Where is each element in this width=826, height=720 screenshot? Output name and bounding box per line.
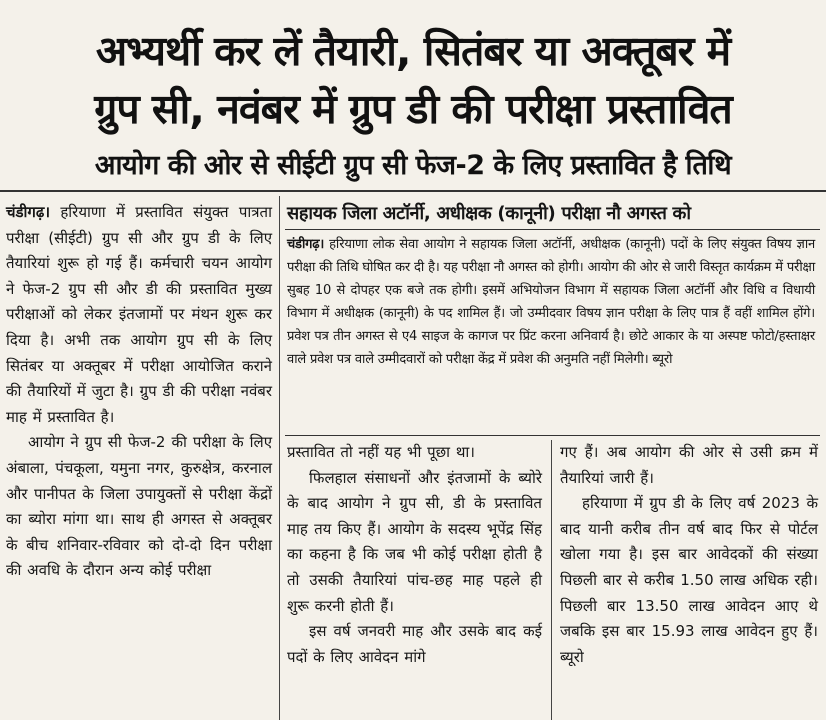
left-column-para-1 [6, 200, 272, 430]
box-body [287, 233, 815, 371]
box-dateline: चंडीगढ़। [287, 237, 325, 252]
left-column-para-2: आयोग ने ग्रुप सी फेज-2 की परीक्षा के लिए अंबाला, पंचकूला, यमुना नगर, कुरुक्षेत्र, करनाल और पानीपत के जिला उपायुक्तों से परीक्षा केंद्रों का ब्योरा मांगा था। साथ ही अगस्त से अक्तूबर के बीच शनिवार-रविवार को दो-दो दिन परीक्षा की अवधि के दौरान अन्य कोई परीक्षा [6, 433, 272, 580]
box-title-rule [285, 229, 820, 230]
headline-line-1: अभ्यर्थी कर लें तैयारी, सितंबर या अक्तूबर में [95, 27, 731, 75]
middle-column-para-3: इस वर्ष जनवरी माह और उसके बाद कई पदों के लिए आवेदन मांगे [287, 622, 542, 666]
column-divider-left [279, 196, 280, 720]
box-bottom-rule [285, 435, 820, 436]
dateline: चंडीगढ़। [6, 203, 51, 221]
headline-line-2: ग्रुप सी, नवंबर में ग्रुप डी की परीक्षा प्रस्तावित [94, 85, 732, 133]
box-body-text: हरियाणा लोक सेवा आयोग ने सहायक जिला अटॉर्नी, अधीक्षक (कानूनी) पदों के लिए संयुक्त विषय ज्ञान परीक्षा की तिथि घोषित कर दी है। यह परीक्षा नौ अगस्त को होगी। आयोग की ओर से जारी विस्तृत कार्यक्रम में परीक्षा सुबह 10 से दोपहर एक बजे तक होगी। इसमें अभियोजन विभाग में सहायक जिला अटॉर्नी और विधि व विधायी विभाग में अधीक्षक (कानूनी) के पद शामिल हैं। जो उम्मीदवार विषय ज्ञान परीक्षा के लिए पात्र हैं वहीं शामिल होंगे। प्रवेश पत्र तीन अगस्त से ए4 साइज के कागज पर प्रिंट करना अनिवार्य है। छोटे आकार के या अस्पष्ट फोटो/हस्ताक्षर वाले प्रवेश पत्र वाले उम्मीदवारों को परीक्षा केंद्र में प्रवेश की अनुमति नहीं मिलेगी। ब्यूरो [287, 237, 816, 367]
box-title: सहायक जिला अटॉर्नी, अधीक्षक (कानूनी) परीक्षा नौ अगस्त को [287, 203, 691, 224]
left-column [6, 200, 272, 584]
right-column-para-1: गए हैं। अब आयोग की ओर से उसी क्रम में तैयारियां जारी हैं। [560, 443, 818, 487]
subheadline: आयोग की ओर से सीईटी ग्रुप सी फेज-2 के लिए प्रस्तावित है तिथि [94, 150, 732, 181]
middle-column-para-1: प्रस्तावित तो नहीं यह भी पूछा था। [287, 443, 475, 461]
middle-column-para-2: फिलहाल संसाधनों और इंतजामों के ब्योरे के बाद आयोग ने ग्रुप सी, डी के प्रस्तावित माह तय किए हैं। आयोग के सदस्य भूपेंद्र सिंह का कहना है कि जब भी कोई परीक्षा होती है तो उसकी तैयारियां पांच-छह माह पहले ही शुरू करनी होती हैं। [287, 468, 542, 615]
column-divider-right [551, 440, 552, 720]
middle-column [287, 440, 542, 670]
right-column [560, 440, 818, 670]
subheadline-rule [0, 190, 826, 192]
right-column-para-2: हरियाणा में ग्रुप डी के लिए वर्ष 2023 के बाद यानी करीब तीन वर्ष बाद फिर से पोर्टल खोला गया है। इस बार आवेदकों की संख्या पिछली बार से करीब 1.50 लाख अधिक रही। पिछली बार 13.50 लाख आवेदन आए थे जबकि इस बार 15.93 लाख आवेदन हुए हैं। ब्यूरो [560, 494, 818, 666]
left-column-para-1-text: हरियाणा में प्रस्तावित संयुक्त पात्रता परीक्षा (सीईटी) ग्रुप सी और ग्रुप डी के लिए तैयारियां शुरू हो गई हैं। कर्मचारी चयन आयोग ने फेज-2 ग्रुप सी और डी की प्रस्तावित मुख्य परीक्षाओं को लेकर इंतजामों पर मंथन शुरू कर दिया है। अभी तक आयोग ग्रुप सी के लिए सितंबर या अक्तूबर में परीक्षा आयोजित कराने की तैयारियों में जुटा है। ग्रुप डी की परीक्षा नवंबर माह में प्रस्तावित है। [6, 203, 272, 426]
